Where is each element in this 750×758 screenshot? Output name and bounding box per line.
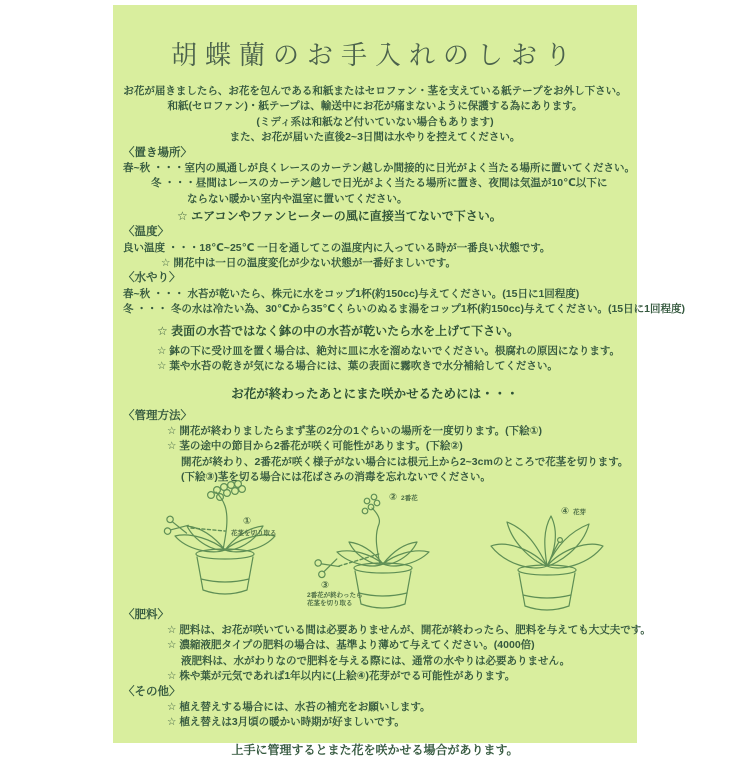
placement-spring-autumn: 春~秋 ・・・室内の風通しが良くレースのカーテン越しか間接的に日光がよく当たる場所に置いてください。 (123, 162, 635, 175)
intro-line-2: 和紙(セロファン)・紙テープは、輸送中にお花が痛まないように保護する為にあります。 (167, 100, 583, 113)
orchid-drawing-3 (491, 506, 603, 610)
care-star-cut-half: ☆ 開花が終わりましたらまず茎の2分の1ぐらいの場所を一度切ります。(下絵①) (167, 424, 543, 437)
watering-winter: 冬 ・・・ 冬の水は冷たい為、30℃から35℃くらいのぬるま湯をコップ1杯(約150cc)与えてください。(15日に1回程度) (123, 303, 685, 316)
section-watering (123, 271, 685, 374)
illus-label-3-num: ③ (321, 579, 330, 591)
intro-line-4: また、お花が届いた直後2~3日間は水やりを控えてください。 (229, 131, 521, 144)
fertilizer-star-bud: ☆ 株や葉が元気であれば1年以内に(上絵④)花芽がでる可能性があります。 (167, 670, 516, 683)
care-cut-base: 開花が終わり、2番花が咲く様子がない場合には根元上から2~3cmのところで花茎を切ります。 (181, 455, 629, 468)
illus-label-1-num: ① (243, 515, 252, 527)
fertilizer-star-dilute: ☆ 濃縮液肥タイプの肥料の場合は、基準より薄めて与えてください。(4000倍) (167, 639, 535, 652)
watering-star-mist: ☆ 葉や水苔の乾きが気になる場合には、葉の表面に霧吹きで水分補給してください。 (157, 360, 558, 373)
placement-winter-2: ならない暖かい室内や温室に置いてください。 (187, 192, 408, 205)
other-heading: 〈その他〉 (123, 685, 181, 698)
paper-sheet (113, 5, 685, 757)
placement-winter-1: 冬 ・・・昼間はレースのカーテン越しで日光がよく当たる場所に置き、夜間は気温が10℃以下に (151, 177, 608, 190)
watering-star-saucer: ☆ 鉢の下に受け皿を置く場合は、絶対に皿に水を溜めないでください。根腐れの原因になります。 (157, 344, 620, 357)
page-title: 胡蝶蘭のお手入れのしおり (170, 41, 579, 70)
section-other (123, 685, 627, 731)
orchid-drawing-1 (164, 480, 277, 593)
scissors-icon-2 (314, 554, 341, 578)
temperature-good-range: 良い温度 ・・・18℃~25℃ 一日を通してこの温度内に入っている時が一番良い状態です。 (123, 241, 551, 254)
orchid-drawing-2 (307, 492, 429, 608)
section-temperature (123, 225, 627, 271)
care-method-heading: 〈管理方法〉 (123, 409, 192, 422)
illus-label-4-num: ④ (561, 505, 570, 517)
fertilizer-star-no-need: ☆ 肥料は、お花が咲いている間は必要ありませんが、開花が終わったら、肥料を与えても大丈夫です。 (167, 623, 651, 636)
watering-heading: 〈水やり〉 (123, 272, 181, 285)
temperature-heading: 〈温度〉 (123, 226, 169, 239)
illus-label-2-text: 2番花 (401, 494, 418, 502)
intro-line-1: お花が届きましたら、お花を包んである和紙またはセロファン・茎を支えている紙テープをお外し下さい。 (123, 85, 627, 97)
section-care-method (123, 409, 627, 486)
intro-block (123, 84, 627, 146)
intro-line-3: (ミディ系は和紙など付いていない場合もあります) (256, 115, 494, 128)
placement-heading: 〈置き場所〉 (123, 146, 192, 159)
section-fertilizer (123, 608, 651, 685)
temperature-star-bloom: ☆ 開花中は一日の温度変化が少ない状態が一番好ましいです。 (161, 257, 456, 270)
footer-note: 上手に管理するとまた花を咲かせる場合があります。 (231, 742, 519, 757)
care-star-second-bloom: ☆ 茎の途中の節目から2番花が咲く可能性があります。(下絵②) (167, 440, 463, 453)
watering-spring-autumn: 春~秋 ・・・ 水苔が乾いたら、株元に水をコップ1杯(約150cc)与えてください。(15日に1回程度) (123, 287, 580, 300)
flower-cluster-2 (362, 494, 380, 514)
illus-label-1-text: 花茎を切り取る (231, 529, 277, 537)
orchid-illustration (125, 488, 625, 608)
illus-label-3-text-2: 花茎を切り取る (307, 599, 353, 607)
illus-label-3-text-1: 2番花が終わったら (307, 591, 363, 599)
illus-label-4-text: 花芽 (573, 508, 586, 516)
illus-label-2-num: ② (389, 491, 398, 503)
other-star-repot-march: ☆ 植え替えは3月頃の暖かい時期が好ましいです。 (167, 716, 405, 729)
placement-star-aircon: ☆ エアコンやファンヒーターの風に直接当てないで下さい。 (177, 209, 502, 224)
section-placement (123, 146, 635, 226)
care-disinfect: (下絵③)茎を切る場合には花ばさみの消毒を忘れないでください。 (181, 471, 491, 484)
fertilizer-liquid-note: 液肥料は、水がわりなので肥料を与える際には、通常の水やりは必要ありません。 (181, 654, 571, 667)
rebloom-heading: お花が終わったあとにまた咲かせるためには・・・ (231, 386, 519, 401)
fertilizer-heading: 〈肥料〉 (123, 608, 169, 621)
other-star-repot-moss: ☆ 植え替えする場合には、水苔の補充をお願いします。 (167, 700, 431, 713)
watering-star-surface: ☆ 表面の水苔ではなく鉢の中の水苔が乾いたら水を上げて下さい。 (157, 323, 520, 338)
